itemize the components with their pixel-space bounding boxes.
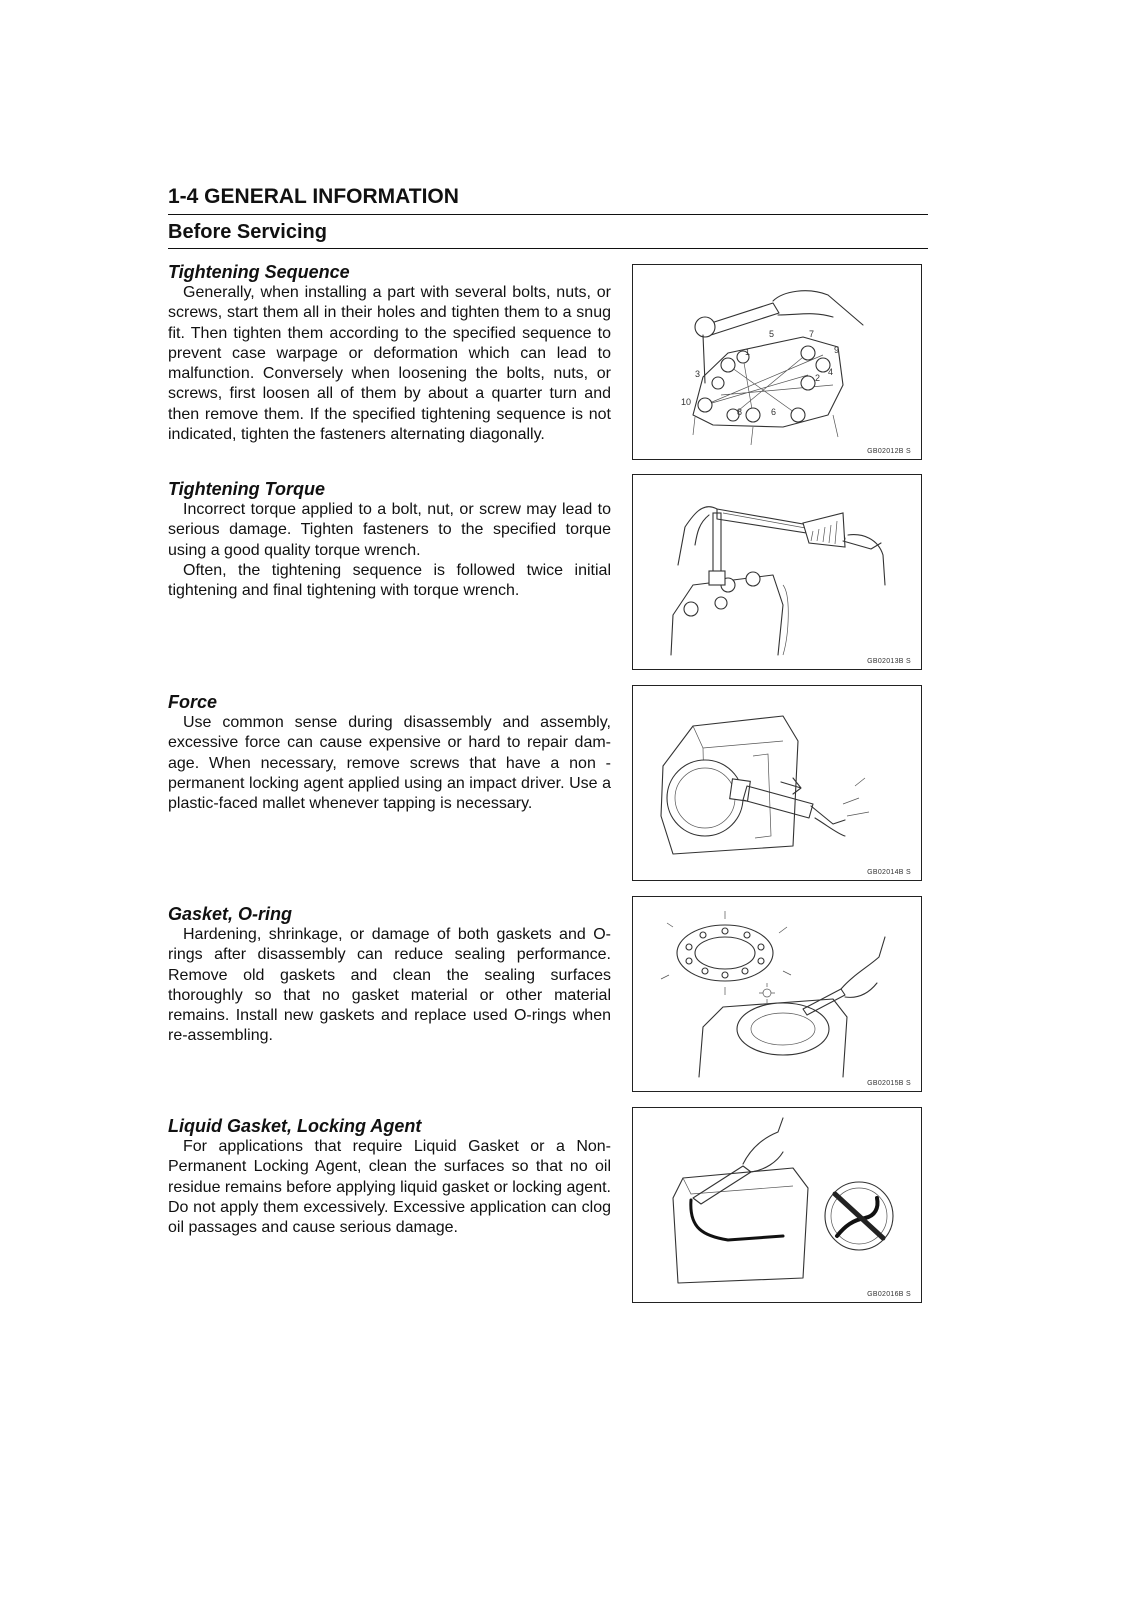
section-tightening-torque: [168, 478, 611, 601]
section-heading: Gasket, O-ring: [168, 904, 293, 924]
sequence-number: 10: [681, 397, 692, 407]
section-heading: Tightening Sequence: [168, 262, 350, 282]
sequence-number: 7: [809, 329, 815, 339]
gasket-illustration: [633, 897, 921, 1091]
impact-driver-illustration: [633, 686, 921, 880]
sequence-number: 2: [815, 373, 821, 383]
figure-torque-wrench: [632, 474, 922, 670]
figure-impact-driver: [632, 685, 922, 881]
section-paragraph: Hardening, shrinkage, or damage of both gaskets and O-rings after disassembly can reduce sealing performance. Remove old gaskets and clean the sealing surfaces thoroughly so that no gasket material or other material remains. Install new gaskets and replace used O-rings when re-assembling.: [168, 926, 611, 1045]
figure-liquid-gasket: [632, 1107, 922, 1303]
figure-gasket: [632, 896, 922, 1092]
liquid-gasket-illustration: [633, 1108, 921, 1302]
figure-code: GB02016B S: [867, 1291, 911, 1298]
figure-tightening-sequence: [632, 264, 922, 460]
section-heading: Liquid Gasket, Locking Agent: [168, 1116, 422, 1136]
section-gasket-oring: [168, 903, 611, 1047]
bolt-sequence-illustration: [633, 265, 921, 459]
sequence-number: 4: [828, 367, 834, 377]
sequence-number: 1: [745, 347, 751, 357]
page-header: [168, 184, 928, 249]
section-paragraph: Generally, when installing a part with several bolts, nuts, or screws, start them all in their holes and tighten them to a snug fit. Then tighten them according to the specified sequence to prevent case warpage or deformation which can lead to malfunction. Conversely when loosening the bolts, nuts, or screws, first loosen all of them by about a quarter turn and then remove them. If the specified tightening sequence is not indicated, tighten the fasteners alternating diagonally.: [168, 284, 611, 444]
figure-code: GB02012B S: [867, 448, 911, 455]
chapter-title: 1-4 GENERAL INFORMATION: [168, 184, 928, 215]
figure-code: GB02015B S: [867, 1080, 911, 1087]
section-paragraph: Incorrect torque applied to a bolt, nut, or screw may lead to serious damage. Tighten fasteners to the specified torque using a good quality torque wrench.: [168, 501, 611, 559]
section-paragraph: For applications that require Liquid Gasket or a Non-Permanent Locking Agent, clean the surfaces so that no oil residue remains before applying liquid gasket or locking agent. Do not apply them excessively. Excessive application can clog oil passages and cause serious damage.: [168, 1138, 611, 1237]
sequence-number: 6: [771, 407, 777, 417]
section-force: [168, 691, 611, 814]
torque-wrench-illustration: [633, 475, 921, 669]
sequence-number: 8: [737, 407, 743, 417]
sequence-number: 3: [695, 369, 701, 379]
section-liquid-gasket: [168, 1115, 611, 1238]
sequence-number: 9: [834, 345, 840, 355]
figure-code: GB02013B S: [867, 658, 911, 665]
sequence-number: 5: [769, 329, 775, 339]
section-title: Before Servicing: [168, 215, 928, 249]
section-paragraph: Often, the tightening sequence is followed twice initial tightening and final tightening with torque wrench.: [168, 561, 611, 600]
section-paragraph: Use common sense during disassembly and assembly, excessive force can cause expensive or hard to repair damage. When necessary, remove screws that have a non -permanent locking agent applied using an impact driver. Use a plastic-faced mallet whenever tapping is necessary.: [168, 714, 611, 813]
figure-code: GB02014B S: [867, 869, 911, 876]
section-heading: Force: [168, 692, 218, 712]
section-heading: Tightening Torque: [168, 479, 325, 499]
section-tightening-sequence: [168, 261, 611, 445]
